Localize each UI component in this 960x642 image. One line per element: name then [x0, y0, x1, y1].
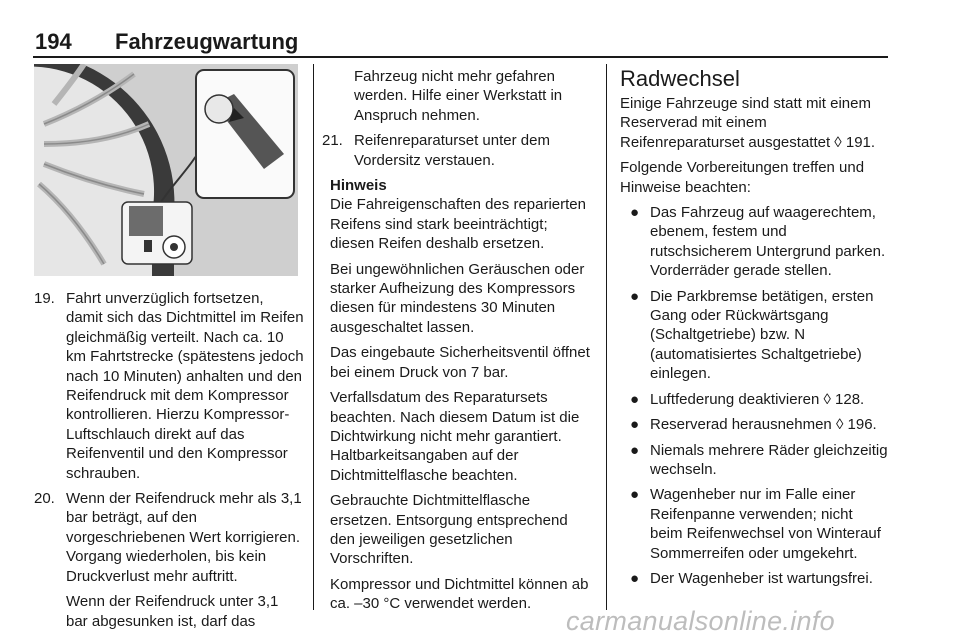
note-paragraph: Das eingebaute Sicherheitsventil öffnet bei einem Druck von 7 bar. [330, 344, 590, 381]
note-paragraph: Kompressor und Dichtmittel können ab ca. –30 °C verwendet werden. [330, 575, 589, 613]
continued-paragraph: Fahrzeug nicht mehr gefahren werden. Hilfe einer Werkstatt in Anspruch nehmen. [354, 68, 563, 124]
bullet-item [620, 390, 888, 409]
intro-paragraph: Einige Fahrzeuge sind statt mit einem Reserverad mit einem Reifenreparaturset ausgestattet ◊ 191. [620, 95, 876, 151]
list-item-19 [34, 289, 304, 483]
bullet-icon: ● [630, 390, 640, 408]
list-text: Reifenreparaturset unter dem Vordersitz verstauen. [354, 132, 550, 169]
watermark: carmanualsonline.info [566, 606, 835, 636]
bullet-text: Der Wagenheber ist wartungsfrei. [650, 569, 873, 587]
bullet-text: Reserverad herausnehmen ◊ 196. [650, 416, 877, 434]
list-subtext: Wenn der Reifendruck unter 3,1 bar abgesunken ist, darf das [66, 593, 279, 630]
column-1 [34, 289, 304, 637]
bullet-text: Wagenheber nur im Falle einer Reifenpanne verwenden; nicht beim Reifenwechsel von Winterauf Sommerreifen oder umgekehrt. [650, 486, 881, 562]
list-text: Fahrt unverzüglich fortsetzen, damit sich das Dichtmittel im Reifen gleichmäßig verteilt. Nach ca. 10 km Fahrtstrecke (spätestens jedoch nach 10 Minuten) anhalten und den Reifendruck mit dem Kompressor kontrollieren. Hierzu Kompressor-Luftschlauch direkt auf das Reifenventil und den Kompressor schrauben. [66, 290, 304, 482]
bullet-item [620, 569, 888, 588]
header-rule [33, 56, 888, 58]
bullet-item [620, 203, 888, 281]
note-box [322, 176, 594, 614]
bullet-icon: ● [630, 204, 640, 222]
bullet-icon: ● [630, 569, 640, 587]
column-3 [620, 66, 888, 594]
list-number: 21. [322, 132, 343, 150]
note-paragraph: Bei ungewöhnlichen Geräuschen oder starker Aufheizung des Kompressors diesen für mindestens 30 Minuten ausgeschaltet lassen. [330, 260, 585, 336]
bullet-icon: ● [630, 486, 640, 504]
list-text: Wenn der Reifendruck mehr als 3,1 bar beträgt, auf den vorgeschriebenen Wert korrigieren. Vorgang wiederholen, bis kein Druckverlust mehr auftritt. [66, 490, 302, 585]
bullet-text: Die Parkbremse betätigen, ersten Gang oder Rückwärtsgang (Schaltgetriebe) bzw. N (automatisiertes Schaltgetriebe) einlegen. [650, 287, 874, 383]
column-divider-2 [606, 64, 607, 610]
bullet-icon: ● [630, 441, 640, 459]
column-2 [322, 67, 594, 620]
page-header [33, 26, 888, 56]
list-number: 19. [34, 290, 55, 307]
page-title: Fahrzeugwartung [115, 29, 299, 54]
bullet-text: Luftfederung deaktivieren ◊ 128. [650, 390, 865, 408]
tire-compressor-illustration [34, 64, 298, 276]
bullet-item [620, 485, 888, 563]
list-item-20 [34, 489, 304, 631]
list-item-21 [322, 131, 594, 170]
note-label: Hinweis [330, 177, 387, 195]
bullet-item [620, 441, 888, 480]
bullet-icon: ● [630, 287, 640, 305]
bullet-item [620, 287, 888, 384]
note-paragraph: Gebrauchte Dichtmittelflasche ersetzen. Entsorgung entsprechend den jeweiligen gesetzlichen Vorschriften. [330, 492, 568, 568]
intro-paragraph-2: Folgende Vorbereitungen treffen und Hinweise beachten: [620, 159, 865, 196]
section-title: Radwechsel [620, 66, 740, 91]
bullet-icon: ● [630, 416, 640, 434]
bullet-text: Das Fahrzeug auf waagerechtem, ebenem, festem und rutschsicherem Untergrund parken. Vorderräder gerade stellen. [650, 204, 886, 280]
bullet-text: Niemals mehrere Räder gleichzeitig wechseln. [650, 441, 888, 478]
list-number: 20. [34, 490, 55, 508]
page-number: 194 [35, 29, 72, 54]
bullet-item [620, 415, 888, 434]
note-paragraph: Verfallsdatum des Reparatursets beachten. Nach diesem Datum ist die Dichtwirkung nicht mehr garantiert. Haltbarkeitsangaben auf der Dichtmittelflasche beachten. [330, 389, 580, 484]
note-paragraph: Die Fahreigenschaften des reparierten Reifens sind stark beeinträchtigt; diesen Reifen deshalb ersetzen. [330, 196, 586, 253]
column-divider-1 [313, 64, 314, 610]
